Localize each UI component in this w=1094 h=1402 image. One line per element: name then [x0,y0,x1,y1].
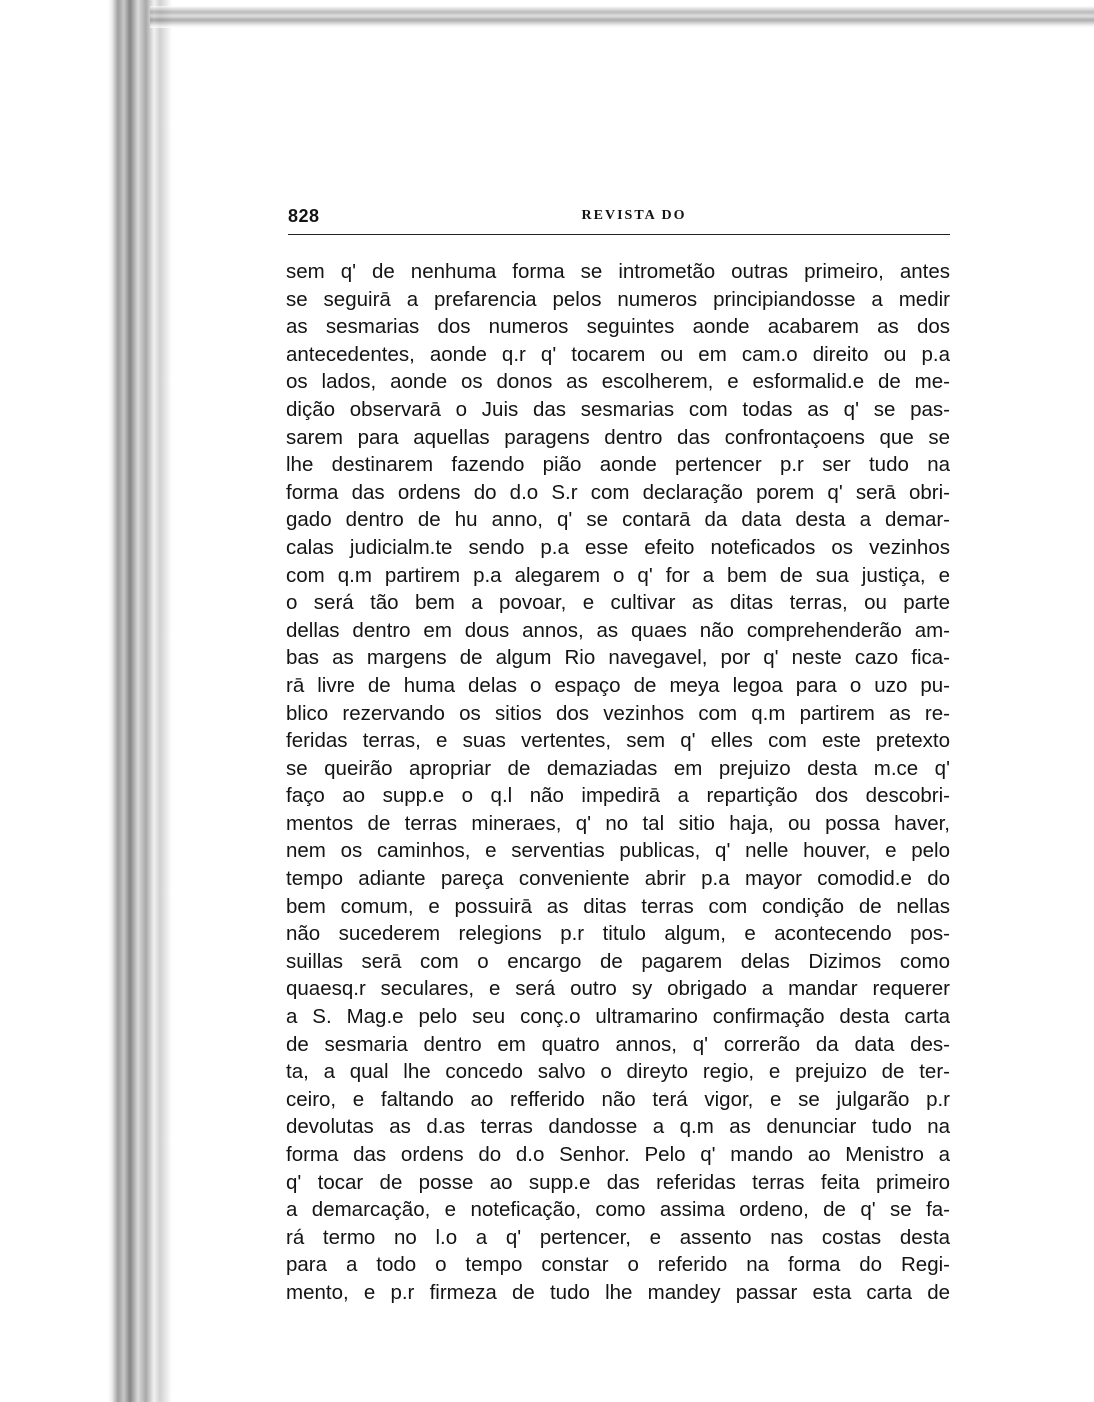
text-line: feridas terras, e suas vertentes, sem q' elles com este pretexto [286,729,950,753]
text-line: sem q' de nenhuma forma se intrometão outras primeiro, antes [286,260,950,283]
text-line: dellas dentro em dous annos, as quaes não comprehenderão am- [286,618,950,642]
body-text [286,258,950,1307]
text-line: as sesmarias dos numeros seguintes aonde acabarem as dos [286,315,950,339]
text-line: se seguirā a prefarencia pelos numeros principiandosse a medir [286,287,950,311]
running-head: REVISTA DO [581,208,687,223]
text-line: rá termo no l.o a q' pertencer, e assento nas costas desta [286,1225,950,1249]
text-line: se queirão apropriar de demaziadas em prejuizo desta m.ce q' [286,756,950,780]
page-header [288,200,950,235]
text-line: lhe destinarem fazendo pião aonde pertencer p.r ser tudo na [286,453,950,477]
text-line: tempo adiante pareça conveniente abrir p.a mayor comodid.e do [286,867,950,891]
text-line: a demarcação, e noteficação, como assima ordeno, de q' se fa- [286,1198,950,1222]
text-line: faço ao supp.e o q.l não impedirā a repartição dos descobri- [286,784,950,808]
text-line: sarem para aquellas paragens dentro das confrontaçoens que se [286,425,950,449]
text-line: com q.m partirem p.a alegarem o q' for a bem de sua justiça, e [286,563,950,587]
text-line: blico rezervando os sitios dos vezinhos com q.m partirem as re- [286,701,950,725]
text-line: ta, a qual lhe concedo salvo o direyto regio, e prejuizo de ter- [286,1060,950,1084]
text-line: suillas serā com o encargo de pagarem delas Dizimos como [286,949,950,973]
text-line: forma das ordens do d.o Senhor. Pelo q' mando ao Menistro a [286,1143,950,1166]
text-line: nem os caminhos, e serventias publicas, q' nelle houver, e pelo [286,839,950,863]
page-top-edge-shadow [150,6,1094,28]
text-line: ceiro, e faltando ao refferido não terá vigor, e se julgarão p.r [286,1087,950,1111]
text-line: mentos de terras mineraes, q' no tal sitio haja, ou possa haver, [286,811,950,835]
text-line: a S. Mag.e pelo seu conç.o ultramarino confirmação desta carta [286,1005,950,1029]
text-line: o será tão bem a povoar, e cultivar as ditas terras, ou parte [286,591,950,615]
text-line: mento, e p.r firmeza de tudo lhe mandey passar esta carta de [286,1280,950,1304]
text-line: calas judicialm.te sendo p.a esse efeito noteficados os vezinhos [286,535,950,559]
page-number: 828 [288,206,320,226]
text-line: bem comum, e possuirā as ditas terras com condição de nellas [286,894,950,918]
text-line: para a todo o tempo constar o referido na forma do Regi- [286,1253,950,1277]
text-line: não sucederem relegions p.r titulo algum, e acontecendo pos- [286,922,950,946]
page-spine-shadow [0,0,175,1402]
text-line: antecedentes, aonde q.r q' tocarem ou em cam.o direito ou p.a [286,342,950,366]
text-line: q' tocar de posse ao supp.e das referidas terras feita primeiro [286,1170,950,1194]
text-line: os lados, aonde os donos as escolherem, e esformalid.e de me- [286,370,950,394]
text-line: bas as margens de algum Rio navegavel, por q' neste cazo fica- [286,646,950,670]
text-line: forma das ordens do d.o S.r com declaração porem q' serā obri- [286,480,950,504]
text-line: rā livre de huma delas o espaço de meya legoa para o uzo pu- [286,673,950,697]
text-line: dição observarā o Juis das sesmarias com todas as q' se pas- [286,397,950,421]
text-line: gado dentro de hu anno, q' se contarā da data desta a demar- [286,508,950,532]
text-line: quaesq.r seculares, e será outro sy obrigado a mandar requerer [286,977,950,1001]
text-line: devolutas as d.as terras dandosse a q.m as denunciar tudo na [286,1115,950,1139]
text-line: de sesmaria dentro em quatro annos, q' correrão da data des- [286,1032,950,1056]
